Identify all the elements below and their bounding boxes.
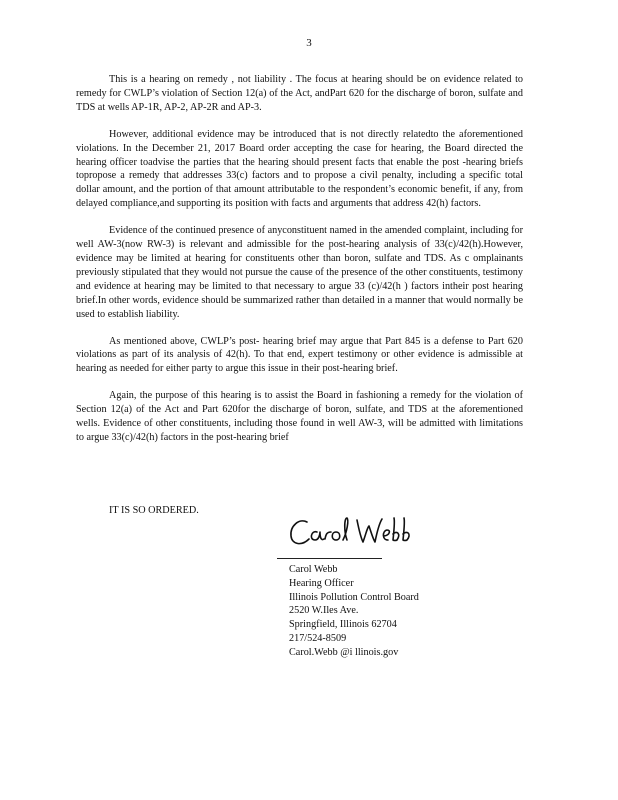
signer-title: Hearing Officer [289,577,354,589]
paragraph-purpose: Again, the purpose of this hearing is to assist the Board in fashioning a remedy for the violation of Section 12(a) of the Act and Part 620for the discharge of boron, sulfate, and TDS at the aforementioned wells. Evidence of other constituents, including those found in well AW-3, will be admitted with limitations to argue 33(c)/42(h) factors in the post-hearing brief [76,390,523,443]
signature-text: Carol Webb [287,553,292,554]
signer-street: 2520 W.Iles Ave. [289,605,359,617]
order-body [76,73,523,458]
signer-email: Carol.Webb @i llinois.gov [289,646,399,658]
signer-city: Springfield, Illinois 62704 [289,619,397,631]
paragraph-other-constituents: Evidence of the continued presence of anyconstituent named in the amended complaint, including for well AW-3(now RW-3) is relevant and admissible for the post-hearing analysis of 33(c)/42(h).However, evidence may be limited at hearing for constituents other than boron, sulfate and TDS. As c omplainants previously stipulated that they would not pursue the cause of the presence of the other constituents, testimony and evidence at hearing may be limited to that necessary to argue 33 (c)/42(h ) factors intheir post hearing brief.In other words, evidence should be summarized rather than detailed in a manner that would normally be used to establish liability. [76,225,523,320]
signer-name: Carol Webb [289,564,338,575]
signature-block [289,563,419,660]
paragraph-remedy-focus: This is a hearing on remedy , not liability . The focus at hearing should be on evidence related to remedy for CWLP’s violation of Section 12(a) of the Act, andPart 620 for the discharge of boron, sulfate and TDS at wells AP-1R, AP-2, AP-2R and AP-3. [76,74,523,113]
signature-line [277,558,382,559]
signer-phone: 217/524-8509 [289,632,347,644]
handwritten-signature [287,512,417,554]
paragraph-additional-evidence: However, additional evidence may be introduced that is not directly relatedto the aforementioned violations. In the December 21, 2017 Board order accepting the case for hearing, the Board directed the hearing officer toadvise the parties that the hearing should present facts that enable the post -hearing briefs topropose a remedy that addresses 33(c) factors and to propose a civil penalty, including a specific total dollar amount, and the portion of that amount attributable to the respondent’s economic benefit, if any, from delayed compliance,and supporting its position with facts and arguments that address 42(h) factors. [76,128,523,210]
closing-statement: IT IS SO ORDERED. [109,505,199,516]
paragraph-part-845: As mentioned above, CWLP’s post- hearing brief may argue that Part 845 is a defense to Part 620 violations as part of its analysis of 42(h). To that end, expert testimony or other evidence is admissible at hearing as needed for either party to argue this issue in their post-hearing brief. [76,335,523,375]
signer-organization: Illinois Pollution Control Board [289,591,419,603]
page-number: 3 [306,37,312,49]
